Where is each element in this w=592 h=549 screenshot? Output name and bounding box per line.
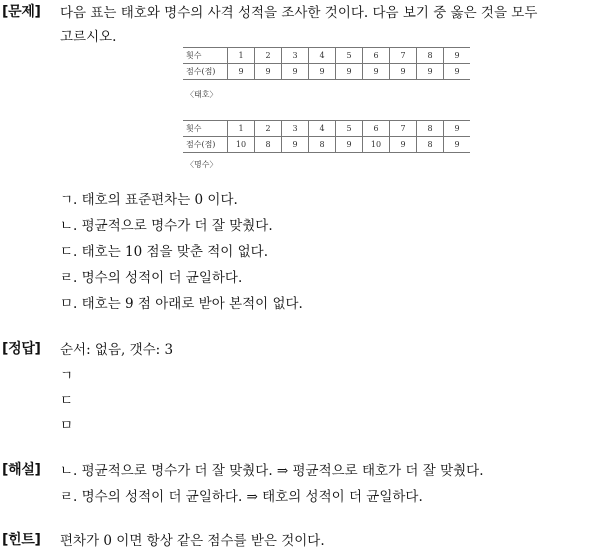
option-item: ㄹ. 명수의 성적이 더 균일하다. — [60, 270, 243, 286]
hint-label: [힌트] — [2, 532, 41, 548]
table-cell: 9 — [282, 137, 309, 153]
table-cell: 9 — [390, 64, 417, 80]
explanation-label: [해설] — [2, 462, 41, 478]
explanation-line: ㄴ. 평균적으로 명수가 더 잘 맞췄다. ⇒ 평균적으로 태호가 더 잘 맞췄다. — [60, 463, 484, 479]
myeongsu-table-caption: 〈명수〉 — [186, 160, 218, 169]
table-cell: 9 — [309, 64, 336, 80]
table-cell: 2 — [255, 48, 282, 64]
table-cell: 3 — [282, 121, 309, 137]
table-header-cell: 점수(점) — [183, 64, 228, 80]
table-cell: 9 — [444, 121, 471, 137]
table-cell: 9 — [282, 64, 309, 80]
table-cell: 6 — [363, 48, 390, 64]
table-cell: 2 — [255, 121, 282, 137]
table-row — [183, 121, 470, 137]
table-cell: 10 — [228, 137, 255, 153]
hint-text: 편차가 0 이면 항상 같은 점수를 받은 것이다. — [60, 533, 325, 549]
table-cell: 9 — [255, 64, 282, 80]
table-cell: 7 — [390, 48, 417, 64]
table-cell: 8 — [417, 48, 444, 64]
problem-text-line1: 다음 표는 태호와 명수의 사격 성적을 조사한 것이다. 다음 보기 중 옳은 것을 모두 — [60, 5, 538, 21]
answer-item: ㅁ — [60, 418, 74, 434]
table-cell: 9 — [336, 64, 363, 80]
table-cell: 8 — [417, 121, 444, 137]
option-item: ㄷ. 태호는 10 점을 맞춘 적이 없다. — [60, 244, 268, 260]
table-row — [183, 48, 470, 64]
answer-label: [정답] — [2, 341, 41, 357]
table-cell: 3 — [282, 48, 309, 64]
table-header-cell: 횟수 — [183, 121, 228, 137]
table-cell: 9 — [417, 64, 444, 80]
table-cell: 6 — [363, 121, 390, 137]
table-cell: 1 — [228, 121, 255, 137]
table-cell: 4 — [309, 121, 336, 137]
table-cell: 7 — [390, 121, 417, 137]
table-header-cell: 횟수 — [183, 48, 228, 64]
problem-label: [문제] — [2, 4, 41, 20]
taeho-score-table — [183, 47, 470, 80]
table-header-cell: 점수(점) — [183, 137, 228, 153]
myeongsu-score-table — [183, 120, 470, 153]
option-item: ㅁ. 태호는 9 점 아래로 받아 본적이 없다. — [60, 296, 303, 312]
table-cell: 9 — [390, 137, 417, 153]
answer-item: ㄱ — [60, 368, 74, 384]
option-item: ㄴ. 평균적으로 명수가 더 잘 맞췄다. — [60, 218, 273, 234]
table-row — [183, 137, 470, 153]
taeho-table-caption: 〈태호〉 — [186, 90, 218, 99]
table-cell: 9 — [444, 48, 471, 64]
table-cell: 9 — [336, 137, 363, 153]
table-cell: 5 — [336, 121, 363, 137]
table-cell: 8 — [309, 137, 336, 153]
table-cell: 5 — [336, 48, 363, 64]
table-cell: 8 — [417, 137, 444, 153]
table-cell: 4 — [309, 48, 336, 64]
table-cell: 1 — [228, 48, 255, 64]
table-cell: 9 — [444, 64, 471, 80]
table-cell: 8 — [255, 137, 282, 153]
problem-text-line2: 고르시오. — [60, 29, 117, 45]
table-cell: 9 — [363, 64, 390, 80]
explanation-line: ㄹ. 명수의 성적이 더 균일하다. ⇒ 태호의 성적이 더 균일하다. — [60, 489, 423, 505]
option-item: ㄱ. 태호의 표준편차는 0 이다. — [60, 192, 238, 208]
answer-item: ㄷ — [60, 393, 74, 409]
table-row — [183, 64, 470, 80]
table-cell: 10 — [363, 137, 390, 153]
table-cell: 9 — [228, 64, 255, 80]
table-cell: 9 — [444, 137, 471, 153]
answer-summary: 순서: 없음, 갯수: 3 — [60, 342, 174, 358]
